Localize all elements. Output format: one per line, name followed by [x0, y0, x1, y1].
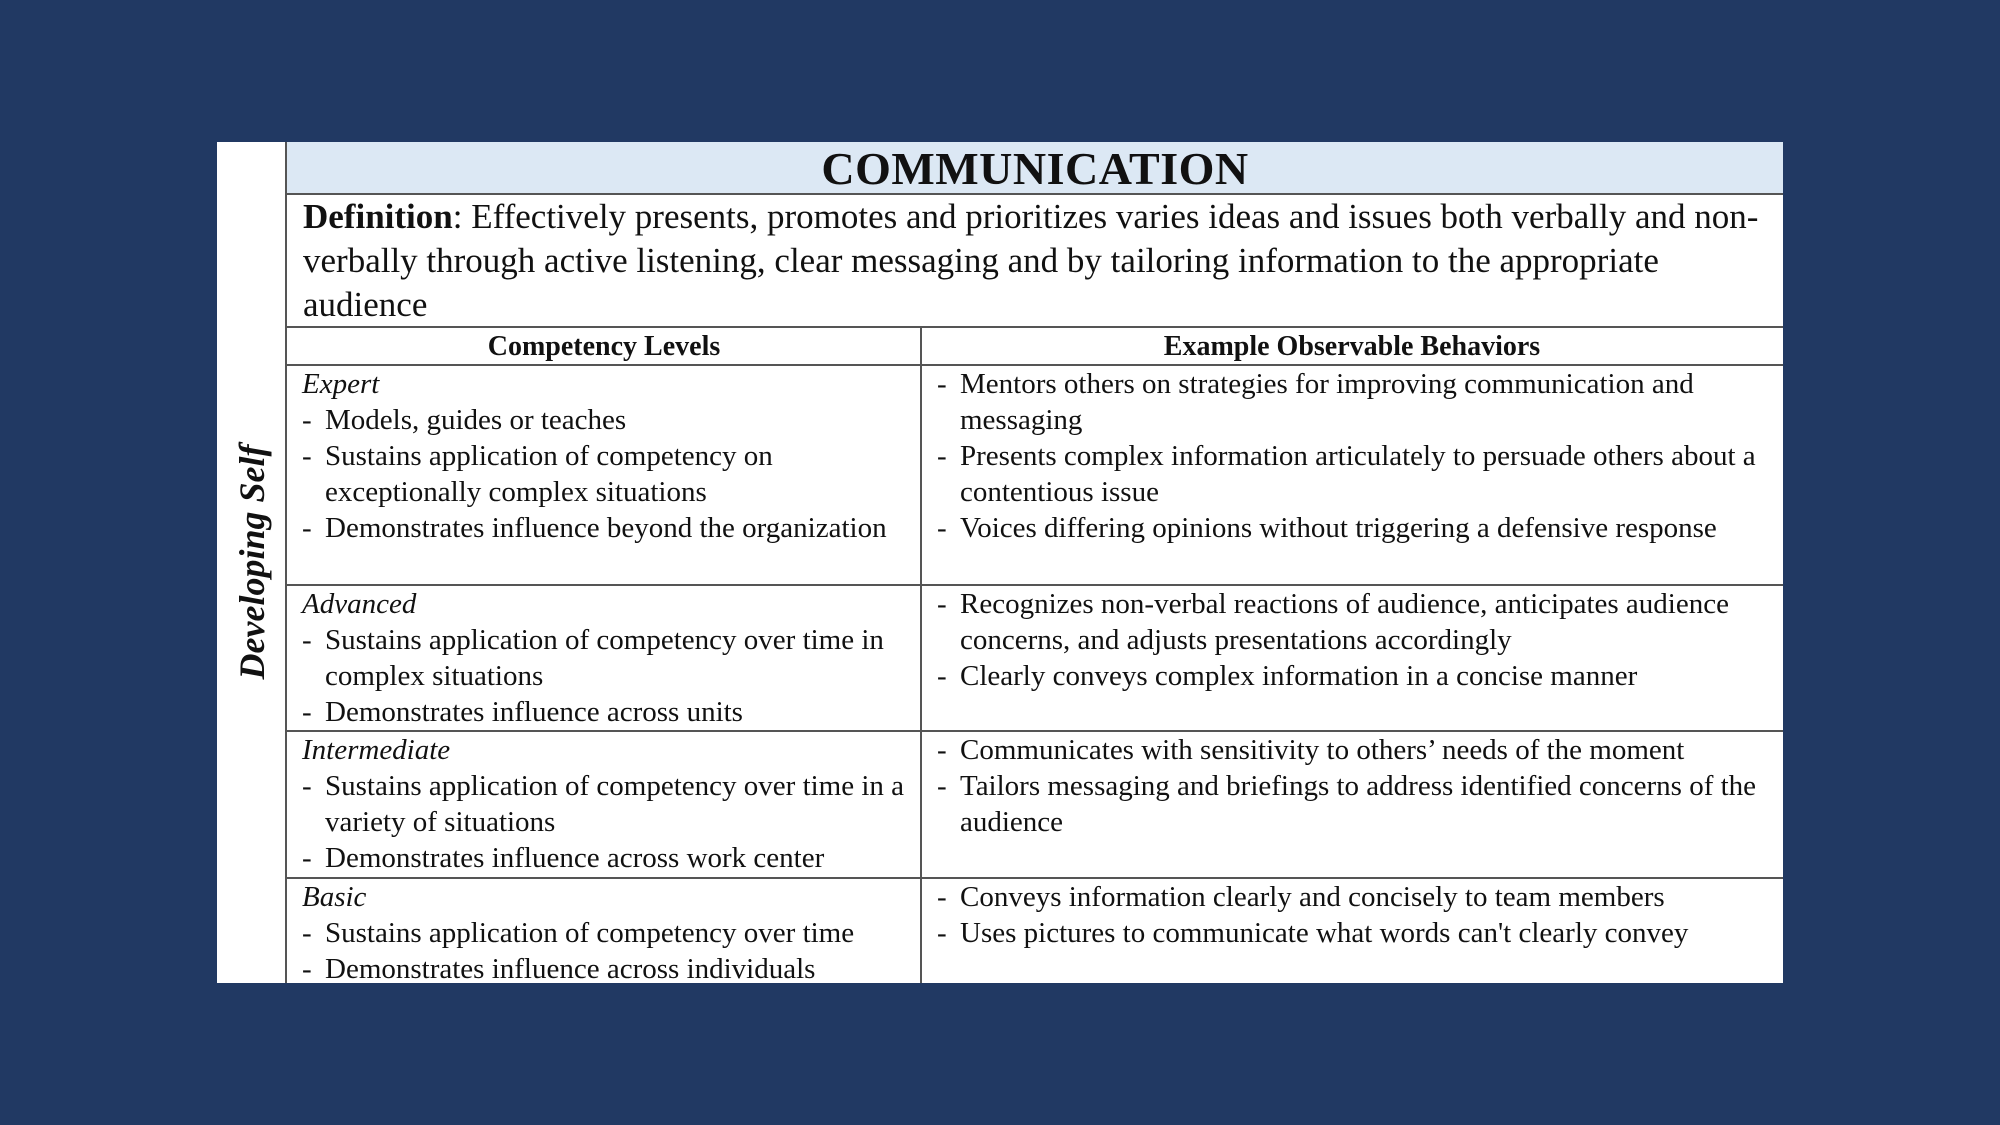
page-title: COMMUNICATION [287, 142, 1783, 195]
list-item-text: Tailors messaging and briefings to address identified concerns of the audience [960, 770, 1757, 838]
dash-marker: - [937, 368, 947, 400]
list-item-text: Sustains application of competency over time in complex situations [325, 624, 884, 692]
dash-marker: - [937, 440, 947, 472]
behaviors-cell [937, 732, 1777, 840]
competency-card [217, 142, 1783, 983]
dash-marker: - [302, 770, 312, 802]
levels-table [287, 328, 1783, 983]
dash-marker: - [302, 404, 312, 436]
list-item [937, 366, 1777, 438]
dash-marker: - [302, 512, 312, 544]
list-item-text: Presents complex information articulately to persuade others about a contentious issue [960, 440, 1756, 508]
behaviors-cell [937, 586, 1777, 694]
list-item-text: Voices differing opinions without triggering a defensive response [960, 512, 1717, 544]
list-item-text: Communicates with sensitivity to others’ needs of the moment [960, 734, 1685, 766]
dash-marker: - [302, 696, 312, 728]
column-header-competency-levels: Competency Levels [287, 328, 921, 366]
list-item-text: Recognizes non-verbal reactions of audience, anticipates audience concerns, and adjusts presentations accordingly [960, 588, 1729, 656]
dash-marker: - [937, 734, 947, 766]
definition-box [287, 195, 1783, 328]
list-item [937, 586, 1777, 658]
list-item [302, 951, 914, 987]
behaviors-cell [937, 366, 1777, 546]
list-item [302, 768, 914, 840]
list-item-text: Demonstrates influence across work center [325, 842, 825, 874]
competency-cell [302, 732, 914, 876]
list-item-text: Conveys information clearly and concisely to team members [960, 881, 1665, 913]
level-name: Intermediate [302, 734, 451, 766]
list-item-text: Demonstrates influence beyond the organization [325, 512, 887, 544]
dash-marker: - [937, 917, 947, 949]
list-item-text: Clearly conveys complex information in a concise manner [960, 660, 1638, 692]
definition-text [303, 195, 1773, 327]
list-item [302, 438, 914, 510]
list-item-text: Uses pictures to communicate what words can't clearly convey [960, 917, 1689, 949]
list-item-text: Demonstrates influence across individuals [325, 953, 816, 985]
dash-marker: - [302, 440, 312, 472]
side-panel [217, 142, 287, 983]
dash-marker: - [302, 624, 312, 656]
competency-cell [302, 586, 914, 730]
dash-marker: - [937, 881, 947, 913]
table-row-intermediate [287, 732, 1783, 879]
list-item [302, 510, 914, 546]
list-item [937, 510, 1777, 546]
list-item [937, 768, 1777, 840]
list-item-text: Sustains application of competency on exceptionally complex situations [325, 440, 773, 508]
dash-marker: - [937, 660, 947, 692]
level-name: Advanced [302, 588, 417, 620]
list-item [302, 840, 914, 876]
dash-marker: - [937, 588, 947, 620]
side-label: Developing Self [232, 444, 272, 680]
list-item-text: Demonstrates influence across units [325, 696, 743, 728]
dash-marker: - [302, 842, 312, 874]
competency-table [287, 142, 1783, 983]
list-item [302, 915, 914, 951]
table-row-advanced [287, 586, 1783, 732]
dash-marker: - [937, 512, 947, 544]
list-item [937, 438, 1777, 510]
dash-marker: - [302, 953, 312, 985]
table-row-expert [287, 366, 1783, 586]
list-item [302, 694, 914, 730]
table-row-basic [287, 879, 1783, 983]
list-item [302, 622, 914, 694]
list-item [302, 402, 914, 438]
list-item [937, 915, 1777, 951]
list-item [937, 879, 1777, 915]
list-item [937, 732, 1777, 768]
list-item-text: Models, guides or teaches [325, 404, 627, 436]
definition-body: : Effectively presents, promotes and prioritizes varies ideas and issues both verbally and non-verbally through active listening, clear messaging and by tailoring information to the appropriate audience [303, 197, 1759, 324]
list-item [937, 658, 1777, 694]
behaviors-cell [937, 879, 1777, 951]
column-divider [920, 328, 922, 983]
list-item-text: Mentors others on strategies for improving communication and messaging [960, 368, 1694, 436]
competency-cell [302, 879, 914, 987]
dash-marker: - [302, 917, 312, 949]
dash-marker: - [937, 770, 947, 802]
level-name: Basic [302, 881, 367, 913]
list-item-text: Sustains application of competency over time in a variety of situations [325, 770, 905, 838]
level-name: Expert [302, 368, 380, 400]
list-item-text: Sustains application of competency over time [325, 917, 855, 949]
competency-cell [302, 366, 914, 546]
definition-label: Definition [303, 197, 453, 236]
column-header-example-behaviors: Example Observable Behaviors [921, 328, 1783, 366]
